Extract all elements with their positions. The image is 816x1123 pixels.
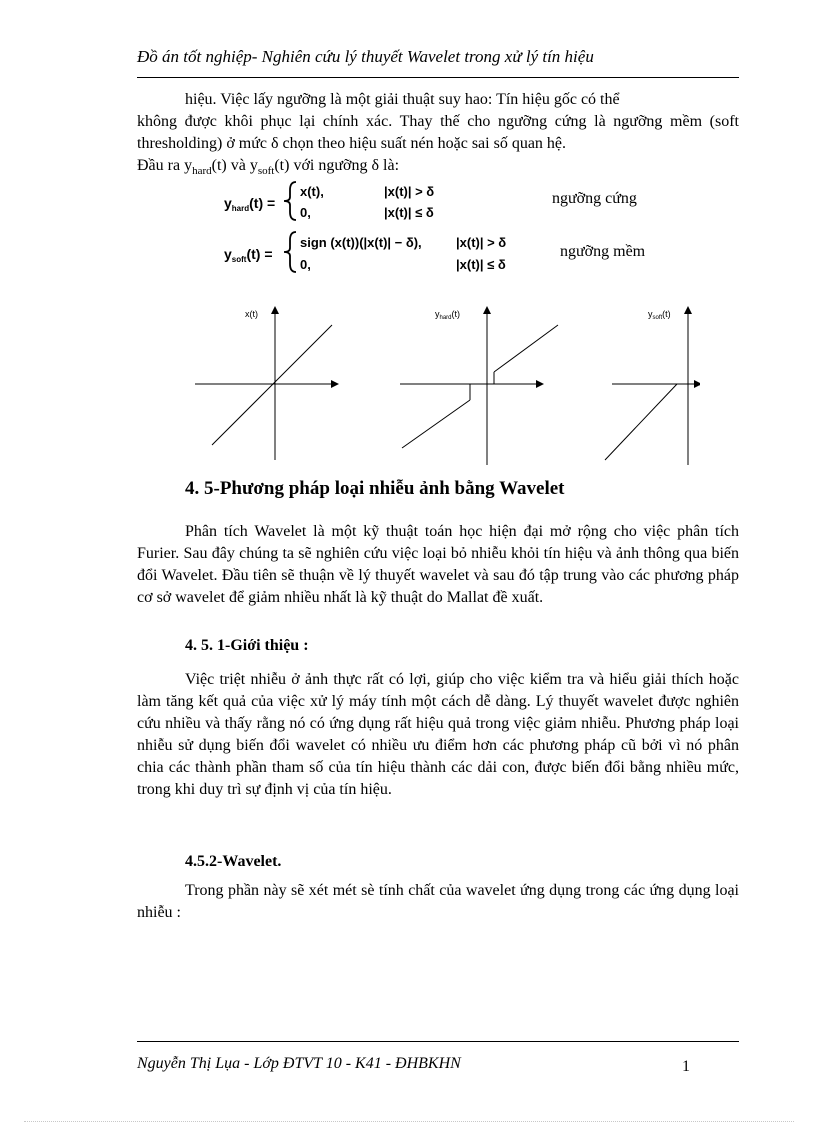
soft-case1: sign (x(t))(|x(t)| − δ),	[300, 235, 422, 250]
hard-brace	[284, 182, 296, 220]
graph2-label: $y_{hard}(t)$	[435, 309, 461, 321]
soft-cond2: |x(t)| ≤ δ	[456, 257, 506, 272]
hard-cond2: |x(t)| ≤ δ	[384, 205, 434, 220]
section-title: 4. 5-Phương pháp loại nhiễu ảnh bằng Wavelet	[185, 478, 565, 499]
page-bottom-border	[24, 1121, 794, 1122]
soft-lhs: $y_{soft}(t)$ =	[224, 246, 273, 264]
paragraph-wavelet: Trong phần này sẽ xét mét sè tính chất của wavelet ứng dụng trong các ứng dụng loại nhiễu :	[137, 882, 739, 921]
soft-cond1: |x(t)| > δ	[456, 235, 507, 250]
hard-case1: x(t),	[300, 184, 324, 199]
subsection-gioi-thieu: 4. 5. 1-Giới thiệu :	[185, 637, 309, 654]
graph2-line-positive	[494, 325, 558, 372]
soft-case2: 0,	[300, 257, 311, 272]
intro-line1: hiệu. Việc lấy ngưỡng là một giải thuật suy hao: Tín hiệu gốc có thể	[185, 91, 620, 108]
graph-soft	[605, 309, 700, 465]
footer-author: Nguyễn Thị Lụa - Lớp ĐTVT 10 - K41 - ĐHBKHN	[137, 1055, 461, 1072]
graph1-label: x(t)	[245, 309, 258, 319]
hard-case2: 0,	[300, 205, 311, 220]
subsection-wavelet: 4.5.2-Wavelet.	[185, 853, 282, 870]
graph-hard	[400, 309, 558, 465]
footer-rule	[137, 1041, 739, 1042]
graph1-line	[212, 325, 332, 445]
graph3-line-negative	[605, 384, 677, 460]
graph3-label: $y_{soft}(t)$	[648, 309, 671, 321]
hard-threshold-formula	[220, 178, 460, 224]
graph-identity	[195, 309, 335, 460]
soft-threshold-formula	[220, 228, 540, 276]
intro-rest: không được khôi phục lại chính xác. Thay thế cho ngưỡng cứng là ngưỡng mềm (soft thresholding) ở mức δ chọn theo hiệu suất nén hoặc sai số quan hệ.	[137, 113, 739, 152]
page-header: Đồ án tốt nghiệp- Nghiên cứu lý thuyết Wavelet trong xử lý tín hiệu	[137, 47, 594, 66]
page-number: 1	[682, 1058, 690, 1075]
intro-output-line: Đầu ra $y_{hard}(t)$ và $y_{soft}(t)$ với ngưỡng δ là:	[137, 157, 400, 178]
hard-lhs: $y_{hard}(t)$ =	[224, 195, 276, 213]
paragraph-gioi-thieu: Việc triệt nhiễu ở ảnh thực rất có lợi, giúp cho việc kiểm tra và hiểu giải thích hoặc làm tăng kết quả của việc xử lý máy tính một cách dễ dàng. Lý thuyết wavelet được nghiên cứu nhiều và thấy rằng nó có ứng dụng rất hiệu quả trong việc giảm nhiễu. Phương pháp loại nhiễu sử dụng biến đổi wavelet có nhiều ưu điểm hơn các phương pháp cũ bởi vì nó phân chia các thành phần tham số của tín hiệu thành các dải con, được biến đổi bằng nhiều mức, trong khi duy trì sự định vị của tín hiệu.	[137, 671, 739, 798]
header-rule	[137, 77, 739, 78]
soft-brace	[284, 232, 296, 272]
paragraph-intro-wavelet: Phân tích Wavelet là một kỹ thuật toán học hiện đại mở rộng cho việc phân tích Furier. Sau đây chúng ta sẽ nghiên cứu việc loại bỏ nhiễu khỏi tín hiệu và ảnh thông qua biến đổi Wavelet. Đầu tiên sẽ thuận về lý thuyết wavelet và sau đó tập trung vào các phương pháp cơ sở wavelet để giảm nhiều nhất là kỹ thuật do Mallat đề xuất.	[137, 523, 739, 606]
intro-paragraph	[137, 89, 739, 182]
graph2-line-negative	[402, 400, 470, 448]
hard-threshold-label: ngưỡng cứng	[552, 190, 637, 207]
hard-cond1: |x(t)| > δ	[384, 184, 435, 199]
threshold-graphs	[180, 300, 700, 470]
soft-threshold-label: ngưỡng mềm	[560, 243, 646, 260]
